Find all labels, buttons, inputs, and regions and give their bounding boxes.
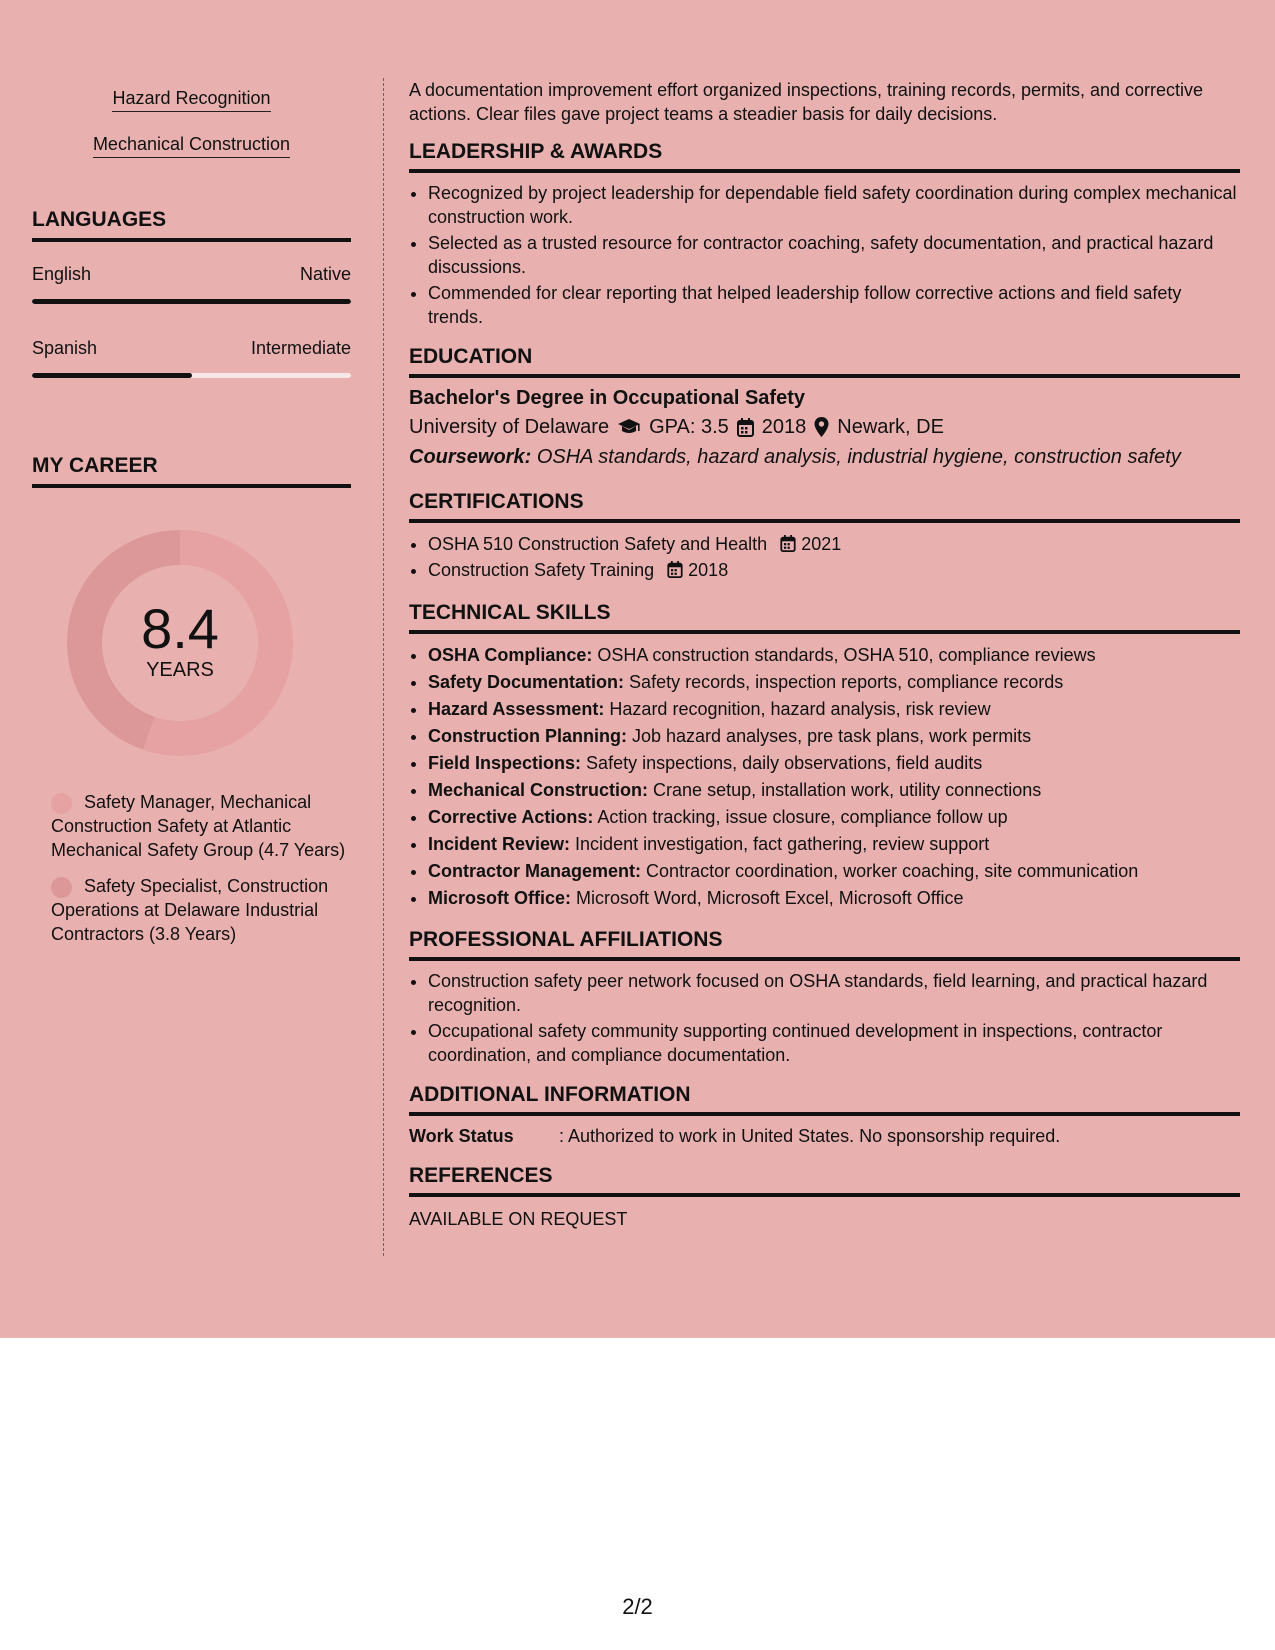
affiliations-heading: PROFESSIONAL AFFILIATIONS [409,928,1240,961]
education-heading: EDUCATION [409,345,1240,378]
career-item-text: Safety Manager, Mechanical Construction Safety at Atlantic Mechanical Safety Group (4.7 Years) [51,792,346,860]
page-number: 2/2 [622,1594,653,1619]
list-item: • Construction safety peer network focused on OSHA standards, field learning, and practical hazard recognition. [428,969,1240,1017]
skill-category: Construction Planning: [428,726,627,746]
leadership-list [409,181,1240,329]
coursework-line [409,442,1240,472]
list-item [428,557,1240,583]
leadership-heading: LEADERSHIP & AWARDS [409,140,1240,173]
technical-skill-item [428,804,1240,831]
career-list [32,790,351,946]
skill-details: OSHA construction standards, OSHA 510, compliance reviews [597,645,1096,665]
skill-details: Hazard recognition, hazard analysis, risk review [609,699,991,719]
technical-skill-item [428,885,1240,912]
work-status-row [409,1124,1240,1148]
technical-skill-item [428,777,1240,804]
skill-details: Crane setup, installation work, utility connections [653,780,1042,800]
skill-tag-hazard-recognition: Hazard Recognition [112,88,270,112]
certifications-heading: CERTIFICATIONS [409,490,1240,523]
technical-skill-item [428,831,1240,858]
skill-category: Incident Review: [428,834,571,854]
skill-details: Safety records, inspection reports, compliance records [629,672,1064,692]
school-name: University of Delaware [409,416,610,438]
language-name: English [32,264,92,284]
graduation-year: 2018 [761,416,807,438]
career-heading: MY CAREER [32,454,351,488]
skill-category: Mechanical Construction: [428,780,649,800]
summary-paragraph: A documentation improvement effort organized inspections, training records, permits, and corrective actions. Clear files gave project teams a steadier basis for daily decisions. [409,80,1204,124]
skill-category: OSHA Compliance: [428,645,593,665]
language-level: Intermediate [250,338,351,358]
skill-category: Hazard Assessment: [428,699,605,719]
language-proficiency-bar [32,373,351,378]
skill-category: Contractor Management: [428,861,642,881]
technical-skill-item [428,723,1240,750]
certification-year: 2021 [801,534,842,554]
location-pin-icon [814,417,829,437]
certifications-list [409,531,1240,583]
education-block [409,384,1240,472]
certification-year: 2018 [688,560,729,580]
language-name: Spanish [32,338,98,358]
list-item: • Selected as a trusted resource for contractor coaching, safety documentation, and practical hazard discussions. [428,231,1240,279]
work-status-value: : Authorized to work in United States. No sponsorship required. [559,1126,1061,1146]
coursework-label: Coursework: [409,446,532,468]
calendar-icon [780,535,796,552]
technical-skill-item [428,642,1240,669]
technical-skill-item [428,696,1240,723]
degree-title: Bachelor's Degree in Occupational Safety [409,387,805,409]
career-item [51,790,351,862]
main-content [409,78,1240,1231]
language-proficiency-fill [32,373,192,378]
list-item: • Occupational safety community supporting continued development in inspections, contractor coordination, and compliance documentation. [428,1019,1240,1067]
list-item: • Recognized by project leadership for dependable field safety coordination during complex mechanical construction work. [428,181,1240,229]
list-item: • Commended for clear reporting that helped leadership follow corrective actions and field safety trends. [428,281,1240,329]
references-text: AVAILABLE ON REQUEST [409,1209,628,1229]
skill-details: Microsoft Word, Microsoft Excel, Microsoft Office [576,888,964,908]
coursework-text: OSHA standards, hazard analysis, industrial hygiene, construction safety [536,446,1181,468]
graduation-cap-icon [617,418,641,436]
career-item [51,874,351,946]
career-years-value: 8.4 [141,597,219,660]
skill-details: Action tracking, issue closure, compliance follow up [597,807,1008,827]
language-proficiency-fill [32,299,351,304]
additional-info-heading: ADDITIONAL INFORMATION [409,1083,1240,1116]
certification-name: OSHA 510 Construction Safety and Health [428,534,768,554]
skill-details: Contractor coordination, worker coaching, site communication [646,861,1139,881]
school-location: Newark, DE [837,416,944,438]
language-proficiency-bar [32,299,351,304]
work-status-label: Work Status [409,1126,514,1146]
sidebar [32,78,351,946]
skill-details: Safety inspections, daily observations, field audits [586,753,983,773]
technical-skill-item [428,858,1240,885]
affiliations-list [409,969,1240,1067]
skill-category: Safety Documentation: [428,672,625,692]
calendar-icon [667,561,683,578]
career-donut-chart [67,530,293,756]
calendar-icon [737,418,754,437]
technical-skill-item [428,750,1240,777]
skill-category: Microsoft Office: [428,888,572,908]
career-item-text: Safety Specialist, Construction Operations at Delaware Industrial Contractors (3.8 Years) [51,876,329,944]
language-item-english [32,264,351,304]
list-item [428,531,1240,557]
language-item-spanish [32,338,351,378]
language-level: Native [299,264,351,284]
certification-name: Construction Safety Training [428,560,655,580]
technical-skills-heading: TECHNICAL SKILLS [409,601,1240,634]
languages-heading: LANGUAGES [32,208,351,242]
column-divider [383,78,384,1256]
technical-skills-list [409,642,1240,912]
skill-details: Job hazard analyses, pre task plans, work permits [632,726,1032,746]
skill-category: Corrective Actions: [428,807,594,827]
references-heading: REFERENCES [409,1164,1240,1197]
career-years-label: YEARS [146,659,214,681]
gpa: GPA: 3.5 [649,416,729,438]
skill-details: Incident investigation, fact gathering, review support [575,834,990,854]
education-details [409,412,1240,442]
technical-skill-item [428,669,1240,696]
skill-category: Field Inspections: [428,753,582,773]
skill-tag-mechanical-construction: Mechanical Construction [93,134,290,158]
